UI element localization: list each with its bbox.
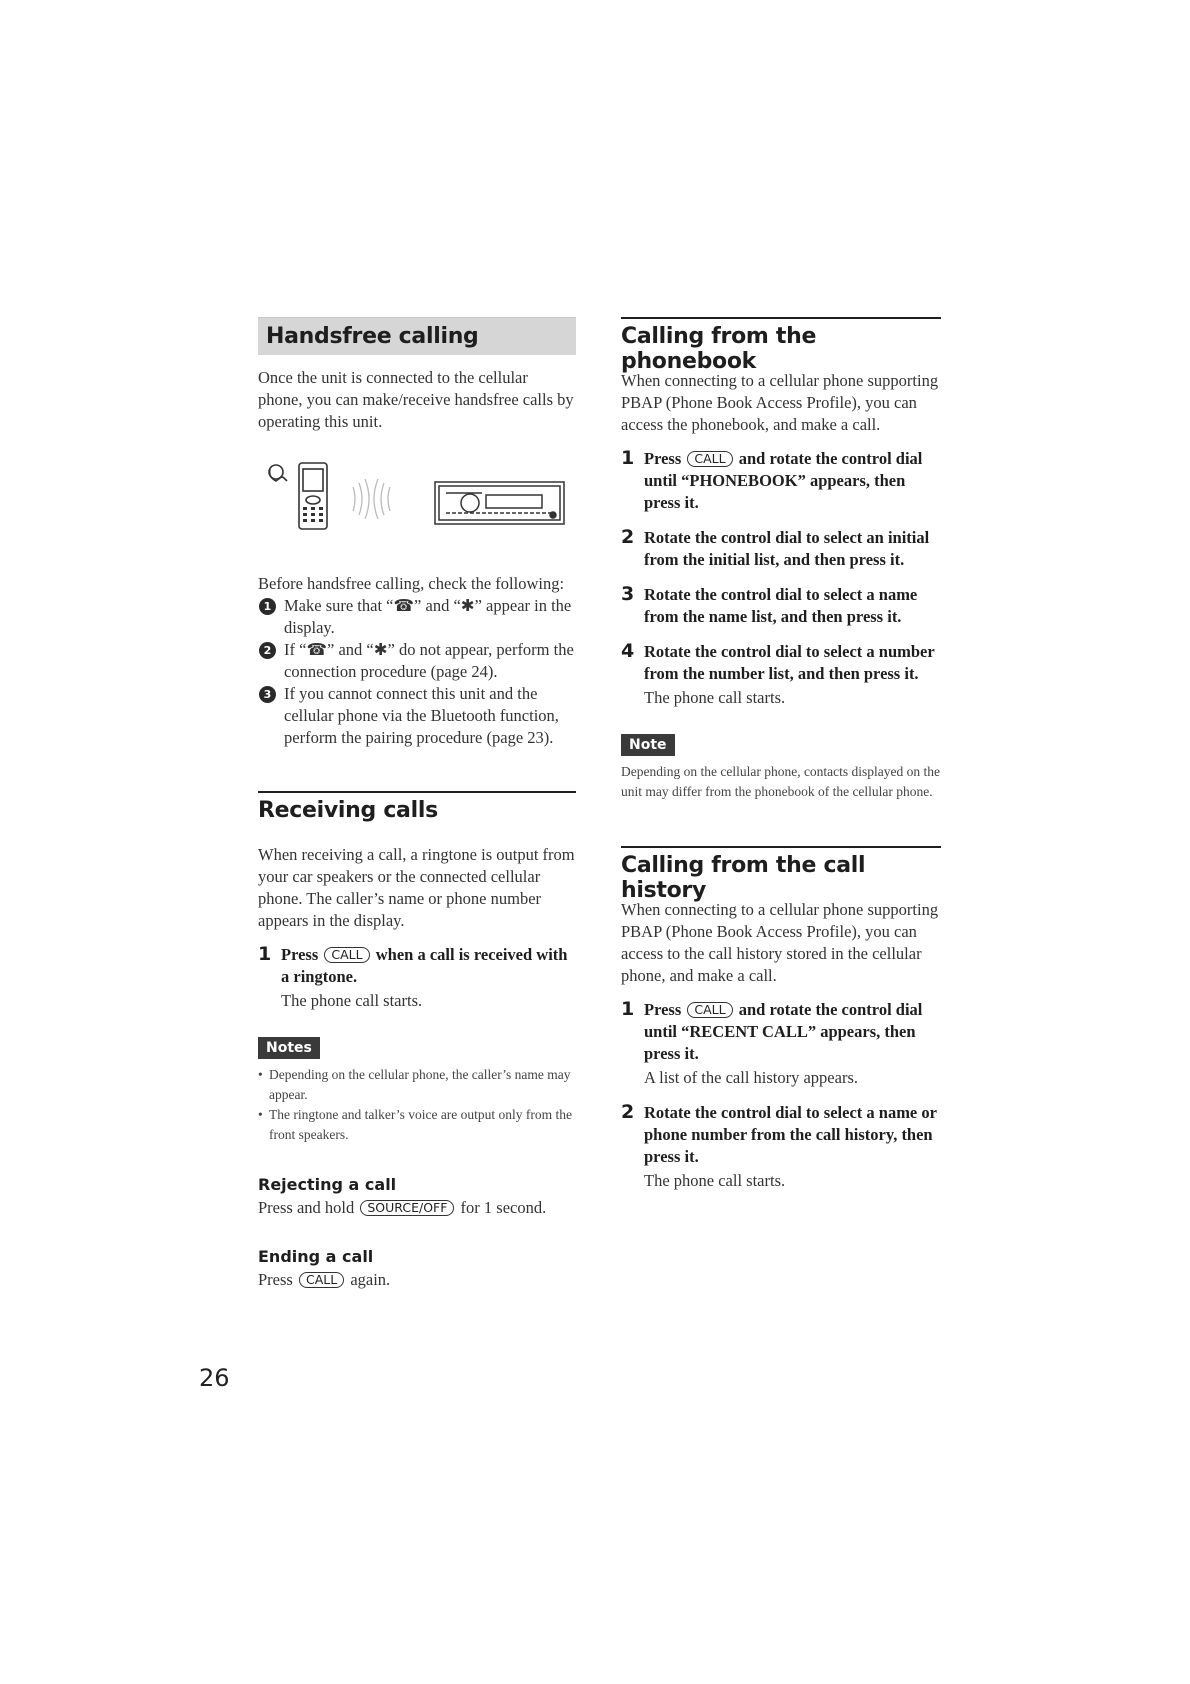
call-key: CALL: [687, 1002, 732, 1018]
call-key: CALL: [299, 1272, 344, 1288]
phonebook-intro: When connecting to a cellular phone supporting PBAP (Phone Book Access Profile), you can access the phonebook, and make a call.: [621, 371, 939, 434]
wireless-waves-icon: [353, 479, 390, 519]
checklist-text: Make sure that “☎” and “✱” appear in the display.: [284, 596, 572, 637]
checklist-item: [258, 683, 576, 749]
step-instruction: Rotate the control dial to select a name from the name list, and then press it.: [644, 585, 918, 626]
step-number: 2: [621, 526, 635, 548]
rejecting-pre: Press and hold: [258, 1198, 355, 1217]
circled-number: 2: [259, 642, 276, 659]
receiving-title: Receiving calls: [258, 798, 438, 823]
step-number: 2: [621, 1101, 635, 1123]
phonebook-step-2: [621, 527, 941, 571]
receiving-intro: When receiving a call, a ringtone is output from your car speakers or the connected cellular phone. The caller’s name or phone number appears in the display.: [258, 845, 575, 930]
checklist-text: If “☎” and “✱” do not appear, perform the connection procedure (page 24).: [284, 640, 574, 681]
handsfree-intro: Once the unit is connected to the cellular phone, you can make/receive handsfree calls by operating this unit.: [258, 368, 574, 431]
handsfree-heading: [258, 317, 576, 355]
receiving-heading: [258, 791, 576, 832]
handsfree-checklist: [258, 595, 576, 749]
step-post-text: and rotate the control dial until “RECENT CALL” appears, then press it.: [644, 1000, 923, 1063]
step-post-text: when a call is received with a ringtone.: [281, 945, 568, 986]
phonebook-heading: [621, 317, 941, 374]
step-result: The phone call starts.: [644, 1171, 786, 1190]
phone-to-unit-illustration: [258, 455, 576, 551]
handsfree-illustration-svg: [258, 455, 576, 551]
step-number: 1: [621, 998, 635, 1020]
step-pre-text: Press: [644, 1000, 682, 1019]
step-number: 3: [621, 583, 635, 605]
checklist-item: [258, 639, 576, 683]
step-instruction: Rotate the control dial to select a name or phone number from the call history, then press it.: [644, 1103, 937, 1166]
rejecting-text: [258, 1197, 576, 1219]
step-result: The phone call starts.: [281, 991, 423, 1010]
circled-number: 1: [259, 598, 276, 615]
receiving-notes: [258, 1065, 576, 1145]
phonebook-step-4: [621, 641, 941, 709]
rejecting-title: Rejecting a call: [258, 1175, 397, 1194]
cellular-phone-icon: [269, 463, 327, 529]
call-key: CALL: [324, 947, 369, 963]
rejecting-post: for 1 second.: [460, 1198, 547, 1217]
handsfree-check-intro: Before handsfree calling, check the following:: [258, 574, 565, 593]
history-step-1: [621, 999, 941, 1089]
step-instruction: [644, 448, 941, 514]
car-audio-unit-icon: [435, 482, 564, 524]
step-result: A list of the call history appears.: [644, 1068, 858, 1087]
step-instruction: Rotate the control dial to select a number from the number list, and then press it.: [644, 642, 935, 683]
history-step-2: [621, 1102, 941, 1192]
step-post-text: and rotate the control dial until “PHONEBOOK” appears, then press it.: [644, 449, 923, 512]
handsfree-title: Handsfree calling: [266, 324, 479, 349]
phonebook-step-3: [621, 584, 941, 628]
ending-text: [258, 1269, 576, 1291]
note-badge: Note: [621, 734, 675, 756]
ending-pre: Press: [258, 1270, 293, 1289]
receiving-step-1: [258, 944, 576, 1012]
ending-post: again.: [350, 1270, 391, 1289]
step-instruction: [644, 999, 941, 1065]
checklist-text: If you cannot connect this unit and the cellular phone via the Bluetooth function, perform the pairing procedure (page 23).: [284, 684, 559, 747]
right-column: [621, 317, 941, 1205]
step-number: 1: [621, 447, 635, 469]
page-number: 26: [199, 1364, 230, 1392]
history-intro: When connecting to a cellular phone supporting PBAP (Phone Book Access Profile), you can access to the call history stored in the cellular phone, and make a call.: [621, 900, 939, 985]
left-column: [258, 317, 576, 1291]
step-number: 4: [621, 640, 635, 662]
phonebook-note: Depending on the cellular phone, contacts displayed on the unit may differ from the phonebook of the cellular phone.: [621, 764, 941, 799]
call-key: CALL: [687, 451, 732, 467]
ending-title: Ending a call: [258, 1247, 374, 1266]
step-number: 1: [258, 943, 272, 965]
step-instruction: [281, 944, 576, 988]
phonebook-title: Calling from the phonebook: [621, 324, 817, 374]
step-pre-text: Press: [281, 945, 319, 964]
checklist-item: [258, 595, 576, 639]
phonebook-step-1: [621, 448, 941, 514]
notes-badge: Notes: [258, 1037, 320, 1059]
step-instruction: Rotate the control dial to select an initial from the initial list, and then press it.: [644, 528, 930, 569]
circled-number: 3: [259, 686, 276, 703]
step-result: The phone call starts.: [644, 688, 786, 707]
note-item: • Depending on the cellular phone, the caller’s name may appear.: [258, 1065, 576, 1105]
source-off-key: SOURCE/OFF: [360, 1200, 454, 1216]
history-heading: [621, 846, 941, 903]
history-title: Calling from the call history: [621, 853, 866, 903]
step-pre-text: Press: [644, 449, 682, 468]
note-item: • The ringtone and talker’s voice are output only from the front speakers.: [258, 1105, 576, 1145]
